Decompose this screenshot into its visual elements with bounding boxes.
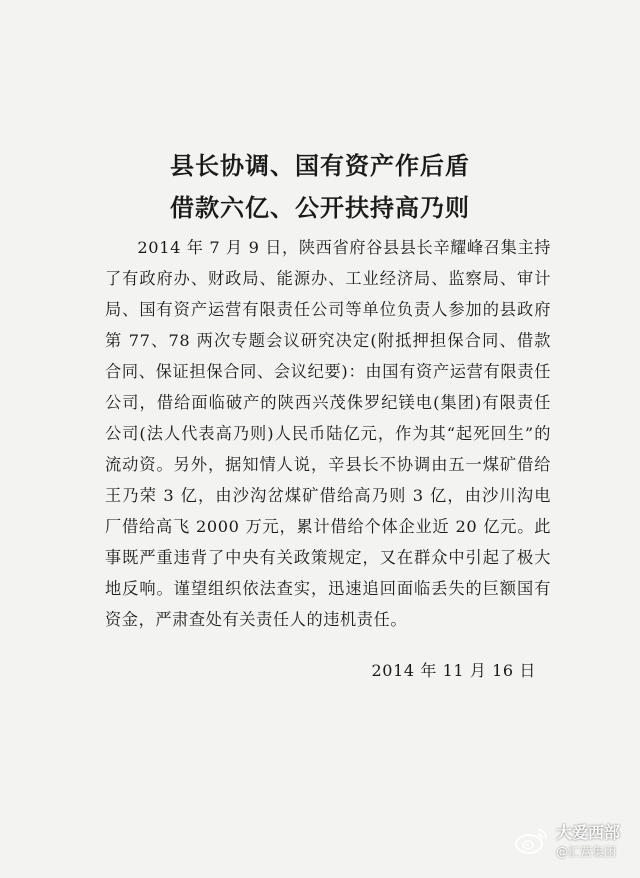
weibo-watermark <box>514 820 620 860</box>
weibo-icon <box>514 825 550 855</box>
watermark-handle: @汇营集团 <box>555 845 616 859</box>
document-title-line-2: 借款六亿、公开扶持高乃则 <box>170 194 470 222</box>
watermark-name: 大爱西部 <box>555 823 620 842</box>
document-body <box>105 232 551 635</box>
document-date: 2014 年 11 月 16 日 <box>371 661 536 680</box>
watermark-text <box>556 820 620 860</box>
body-paragraph: 2014 年 7 月 9 日，陕西省府谷县县长辛耀峰召集主持了有政府办、财政局、能源办、工业经济局、监察局、审计局、国有资产运营有限责任公司等单位负责人参加的县政府第 77、78 两次专题会议研究决定(附抵押担保合同、借款合同、保证担保合同、会议纪要)：由国有资产运营有限责任公司，借给面临破产的陕西兴茂侏罗纪镁电(集团)有限责任公司(法人代表高乃则)人民币陆亿元，作为其“起死回生”的流动资。另外，据知情人说，辛县长不协调由五一煤矿借给王乃荣 3 亿，由沙沟岔煤矿借给高乃则 3 亿，由沙川沟电厂借给高飞 2000 万元，累计借给个体企业近 20 亿元。此事既严重违背了中央有关政策规定，又在群众中引起了极大地反响。谨望组织依法查实，迅速追回面临丢失的巨额国有资金，严肃查处有关责任人的违机责任。 <box>105 238 551 629</box>
document-title-line-1: 县长协调、国有资产作后盾 <box>170 152 470 180</box>
